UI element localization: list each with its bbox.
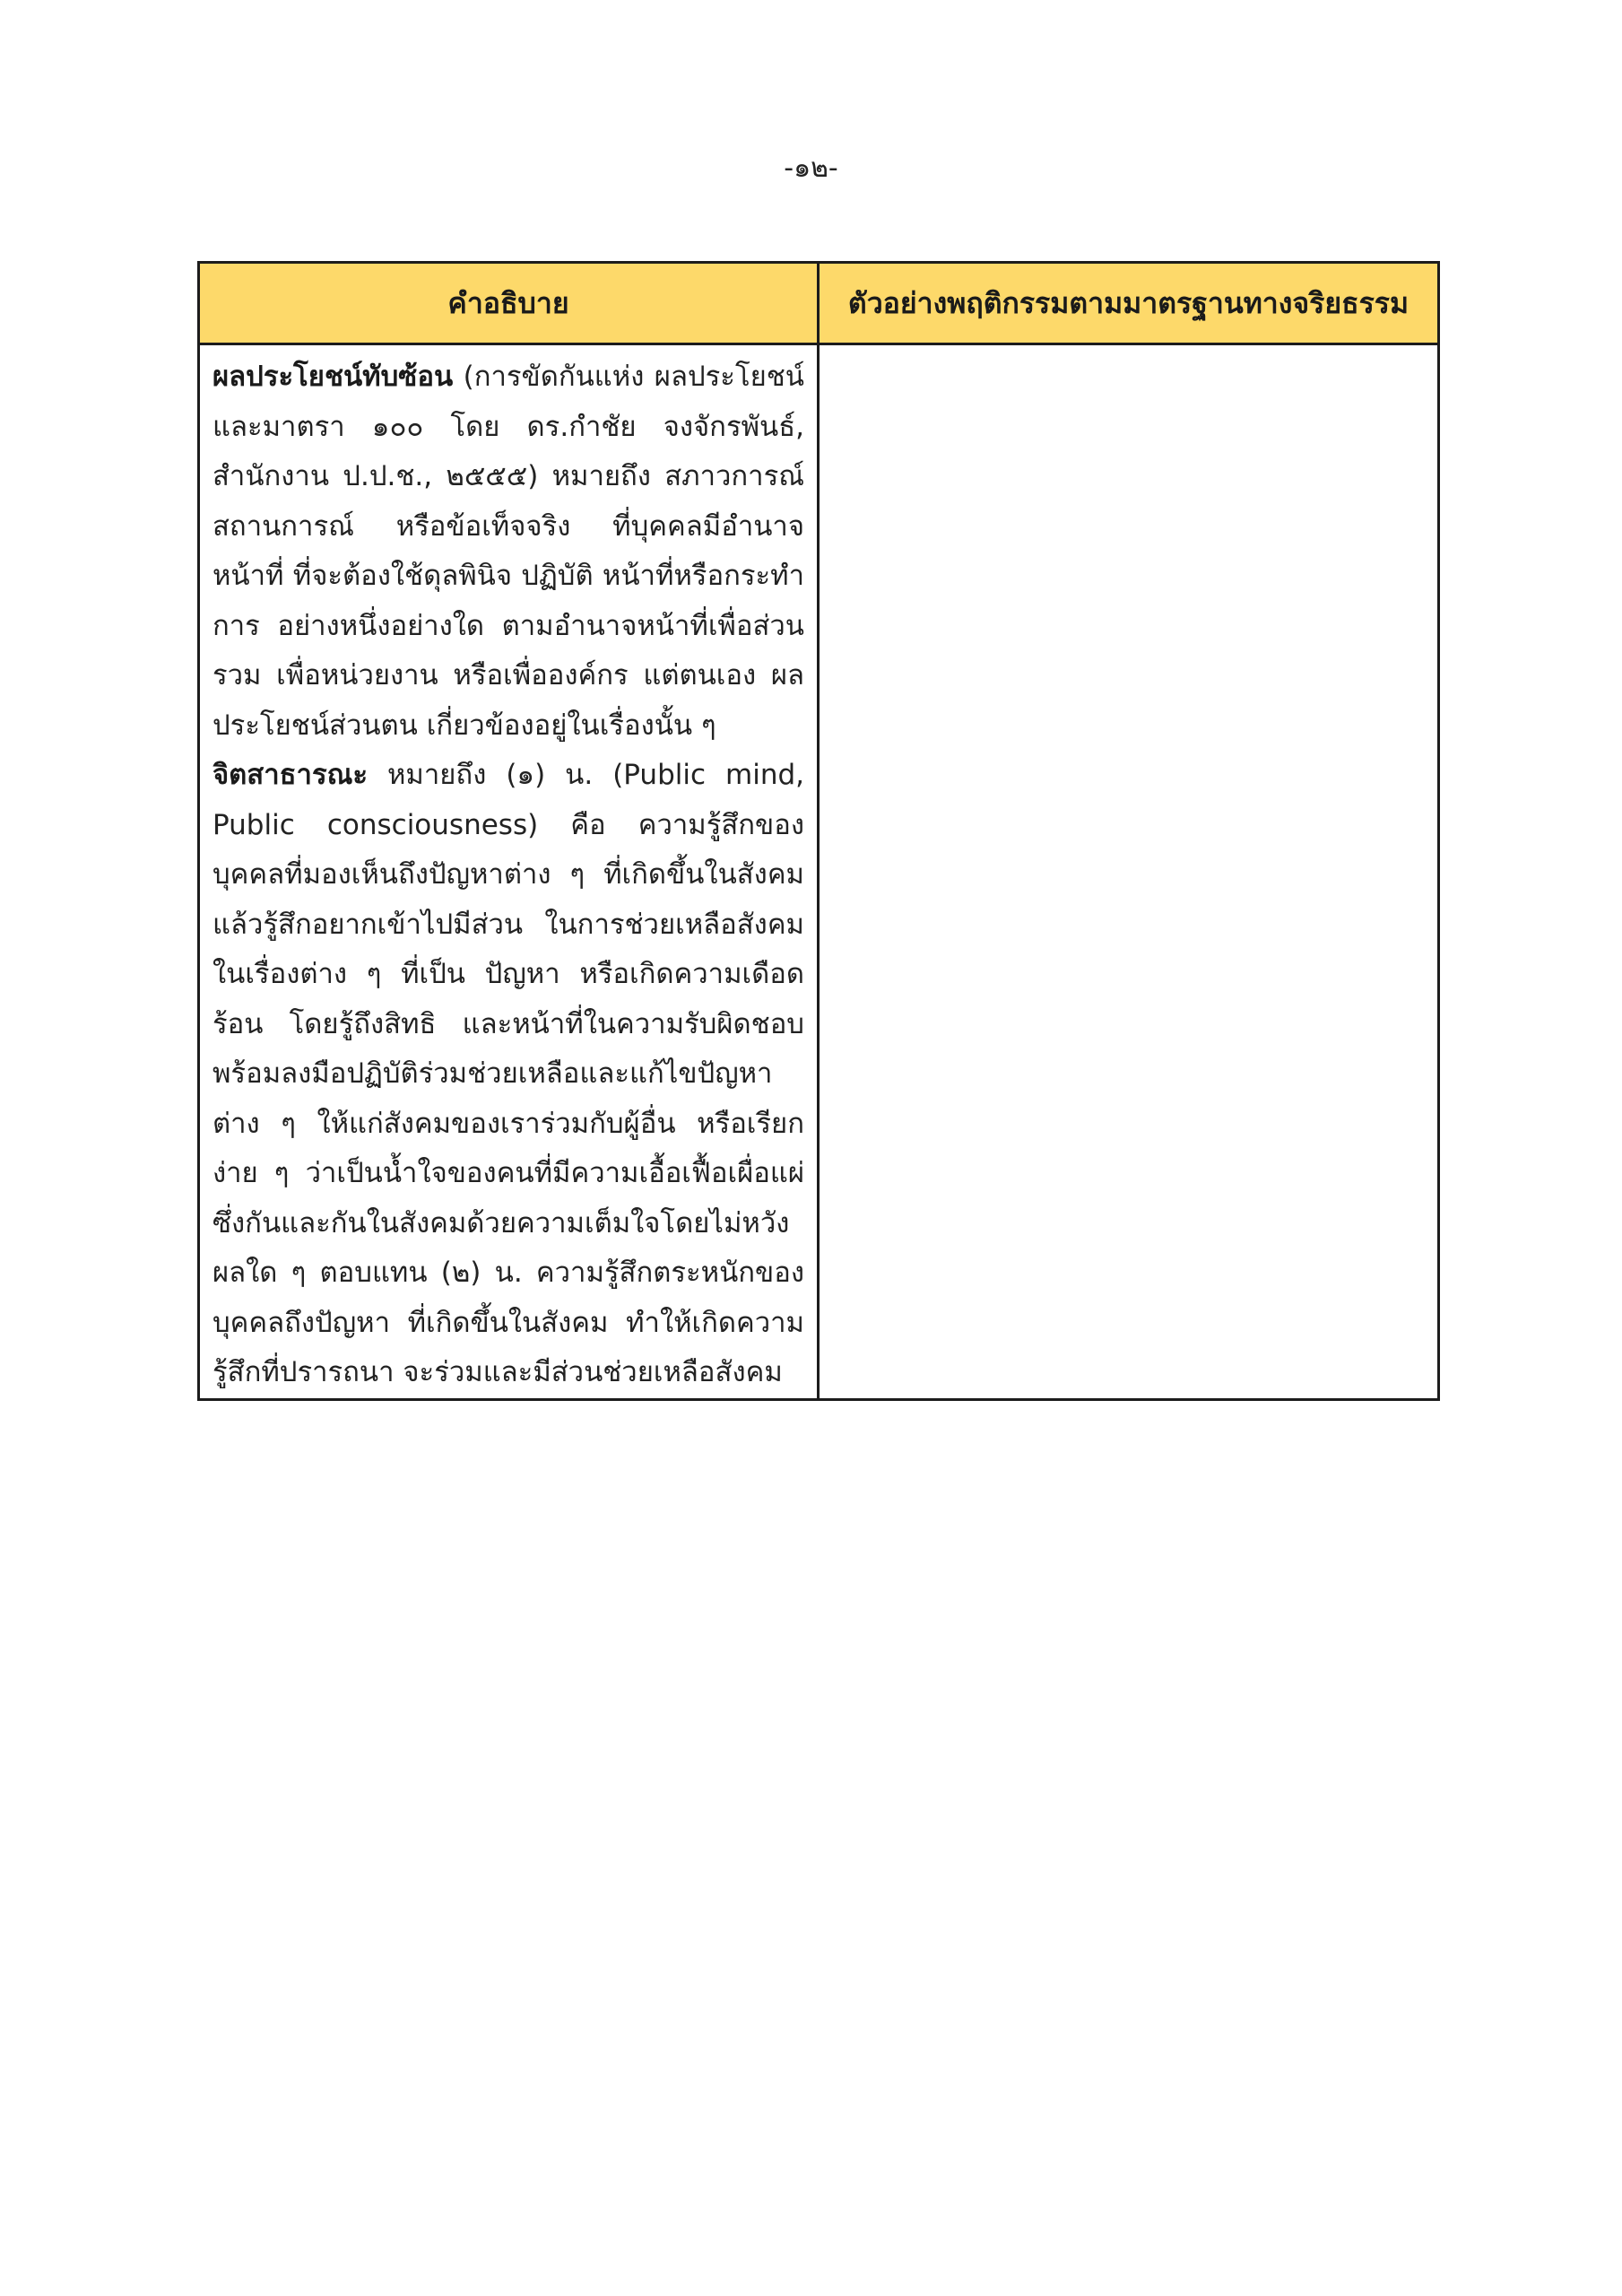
description-cell — [199, 344, 819, 1400]
behavior-examples-cell — [819, 344, 1439, 1400]
definition-conflict-of-interest — [213, 352, 804, 751]
table-header — [199, 263, 1439, 344]
table-row — [199, 344, 1439, 1400]
page-number: -๑๒- — [784, 152, 838, 184]
ethics-table — [197, 261, 1440, 1401]
definition-term: จิตสาธารณะ — [213, 759, 369, 791]
definition-term: ผลประโยชน์ทับซ้อน — [213, 361, 454, 393]
definition-body: หมายถึง (๑) น. (Public mind, Public consciousness) คือ ความรู้สึกของบุคคลที่มองเห็นถึงปัญหาต่าง ๆ ที่เกิดขึ้นในสังคม แล้วรู้สึกอยากเข้าไปมีส่วน ในการช่วยเหลือสังคมในเรื่องต่าง ๆ ที่เป็น ปัญหา หรือเกิดความเดือดร้อน โดยรู้ถึงสิทธิ และหน้าที่ในความรับผิดชอบ พร้อมลงมือปฏิบัติร่วมช่วยเหลือและแก้ไขปัญหาต่าง ๆ ให้แก่สังคมของเราร่วมกับผู้อื่น หรือเรียกง่าย ๆ ว่าเป็นน้ำใจของคนที่มีความเอื้อเฟื้อเผื่อแผ่ซึ่งกันและกันในสังคมด้วยความเต็มใจโดยไม่หวัง ผลใด ๆ ตอบแทน (๒) น. ความรู้สึกตระหนักของบุคคลถึงปัญหา ที่เกิดขึ้นในสังคม ทำให้เกิดความรู้สึกที่ปรารถนา จะร่วมและมีส่วนช่วยเหลือสังคม — [213, 759, 804, 1388]
definition-public-mind — [213, 751, 804, 1398]
header-behavior-examples: ตัวอย่างพฤติกรรมตามมาตรฐานทางจริยธรรม — [819, 263, 1439, 344]
definition-body: (การขัดกันแห่ง ผลประโยชน์ และมาตรา ๑๐๐ โดย ดร.กำชัย จงจักรพันธ์, สำนักงาน ป.ป.ช., ๒๕๕๕) หมายถึง สภาวการณ์ สถานการณ์ หรือข้อเท็จจริง ที่บุคคลมีอำนาจหน้าที่ ที่จะต้องใช้ดุลพินิจ ปฏิบัติ หน้าที่หรือกระทำการ อย่างหนึ่งอย่างใด ตามอำนาจหน้าที่เพื่อส่วนรวม เพื่อหน่วยงาน หรือเพื่อองค์กร แต่ตนเอง ผลประโยชน์ส่วนตน เกี่ยวข้องอยู่ในเรื่องนั้น ๆ — [213, 361, 804, 742]
table-body — [199, 344, 1439, 1400]
header-description: คำอธิบาย — [199, 263, 819, 344]
table-header-row — [199, 263, 1439, 344]
